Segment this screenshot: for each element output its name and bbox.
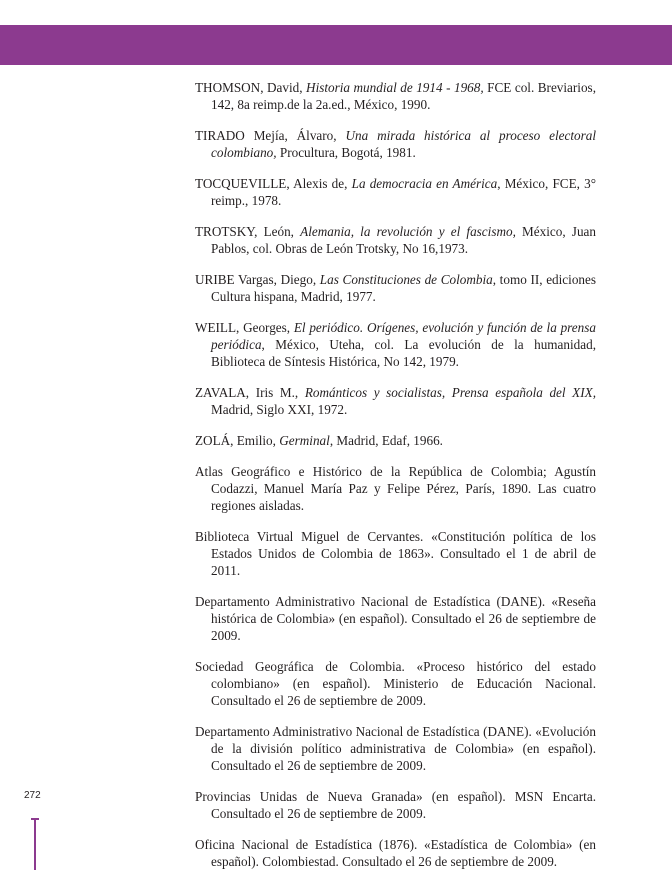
entry-text: Provincias Unidas de Nueva Granada» (en español). MSN Encarta. Consultado el 26 de septiembre de 2009. bbox=[195, 789, 596, 821]
entry-title: Las Constituciones de Colombia bbox=[319, 272, 493, 287]
bibliography-entry bbox=[195, 723, 596, 774]
entry-text: THOMSON, David, bbox=[195, 80, 307, 95]
entry-text: ZAVALA, Iris M., bbox=[195, 385, 305, 400]
entry-title: Una mirada histórica al proceso electoral colombiano, bbox=[211, 128, 597, 160]
entry-title: Alemania, la revolución y el fascismo, bbox=[300, 224, 516, 239]
entry-text: WEILL, Georges, bbox=[195, 320, 294, 335]
bibliography-list bbox=[195, 79, 596, 884]
entry-text: ZOLÁ, Emilio, bbox=[195, 433, 280, 448]
entry-text: México, Juan Pablos, col. Obras de León Trotsky, No 16,1973. bbox=[211, 224, 596, 256]
bibliography-entry bbox=[195, 175, 596, 209]
bibliography-entry bbox=[195, 79, 596, 113]
entry-text: Oficina Nacional de Estadística (1876). «Estadística de Colombia» (en español). Colombiestad. Consultado el 26 de septiembre de 2009. bbox=[195, 837, 596, 869]
entry-text: , tomo II, ediciones Cultura hispana, Madrid, 1977. bbox=[211, 272, 597, 304]
header-color-band bbox=[0, 25, 672, 65]
bibliography-entry bbox=[195, 223, 596, 257]
entry-title: La democracia en América bbox=[351, 176, 498, 191]
entry-title: Germinal bbox=[279, 433, 330, 448]
entry-text: Procultura, Bogotá, 1981. bbox=[276, 145, 416, 160]
bibliography-entry bbox=[195, 463, 596, 514]
entry-text: , México, Uteha, col. La evolución de la humanidad, Biblioteca de Síntesis Histórica, No 142, 1979. bbox=[211, 337, 596, 369]
bibliography-entry bbox=[195, 593, 596, 644]
bibliography-entry bbox=[195, 271, 596, 305]
entry-text: FCE col. Breviarios, 142, 8a reimp.de la 2a.ed., México, 1990. bbox=[211, 80, 596, 112]
entry-text: Atlas Geográfico e Histórico de la República de Colombia; Agustín Codazzi, Manuel María Paz y Felipe Pérez, París, 1890. Las cuatro regiones aisladas. bbox=[195, 464, 596, 513]
entry-text: , Madrid, Edaf, 1966. bbox=[329, 433, 443, 448]
entry-title: Románticos y socialistas, Prensa española del XIX, bbox=[304, 385, 596, 400]
entry-title: El periódico. Orígenes, evolución y función de la prensa periódica bbox=[211, 320, 596, 352]
entry-title: Historia mundial de 1914 - 1968, bbox=[306, 80, 484, 95]
bibliography-entry bbox=[195, 384, 596, 418]
margin-rule-tick bbox=[31, 818, 39, 820]
entry-text: URIBE Vargas, Diego, bbox=[195, 272, 320, 287]
bibliography-entry bbox=[195, 658, 596, 709]
entry-text: Departamento Administrativo Nacional de Estadística (DANE). «Evolución de la división político administrativa de Colombia» (en español). Consultado el 26 de septiembre de 2009. bbox=[195, 724, 596, 773]
entry-text: , México, FCE, 3° reimp., 1978. bbox=[211, 176, 596, 208]
bibliography-entry bbox=[195, 836, 596, 870]
entry-text: Sociedad Geográfica de Colombia. «Proceso histórico del estado colombiano» (en español). Ministerio de Educación Nacional. Consultado el 26 de septiembre de 2009. bbox=[195, 659, 596, 708]
entry-text: TOCQUEVILLE, Alexis de, bbox=[195, 176, 352, 191]
page-number: 272 bbox=[24, 790, 41, 801]
bibliography-entry bbox=[195, 432, 596, 449]
margin-rule bbox=[34, 818, 36, 870]
bibliography-entry bbox=[195, 319, 596, 370]
bibliography-entry bbox=[195, 788, 596, 822]
entry-text: TROTSKY, León, bbox=[195, 224, 301, 239]
entry-text: Departamento Administrativo Nacional de Estadística (DANE). «Reseña histórica de Colombia» (en español). Consultado el 26 de septiembre de 2009. bbox=[195, 594, 596, 643]
entry-text: Madrid, Siglo XXI, 1972. bbox=[211, 402, 348, 417]
bibliography-entry bbox=[195, 127, 596, 161]
entry-text: TIRADO Mejía, Álvaro, bbox=[195, 128, 346, 143]
entry-text: Biblioteca Virtual Miguel de Cervantes. «Constitución política de los Estados Unidos de Colombia de 1863». Consultado el 1 de abril de 2011. bbox=[195, 529, 596, 578]
bibliography-entry bbox=[195, 528, 596, 579]
